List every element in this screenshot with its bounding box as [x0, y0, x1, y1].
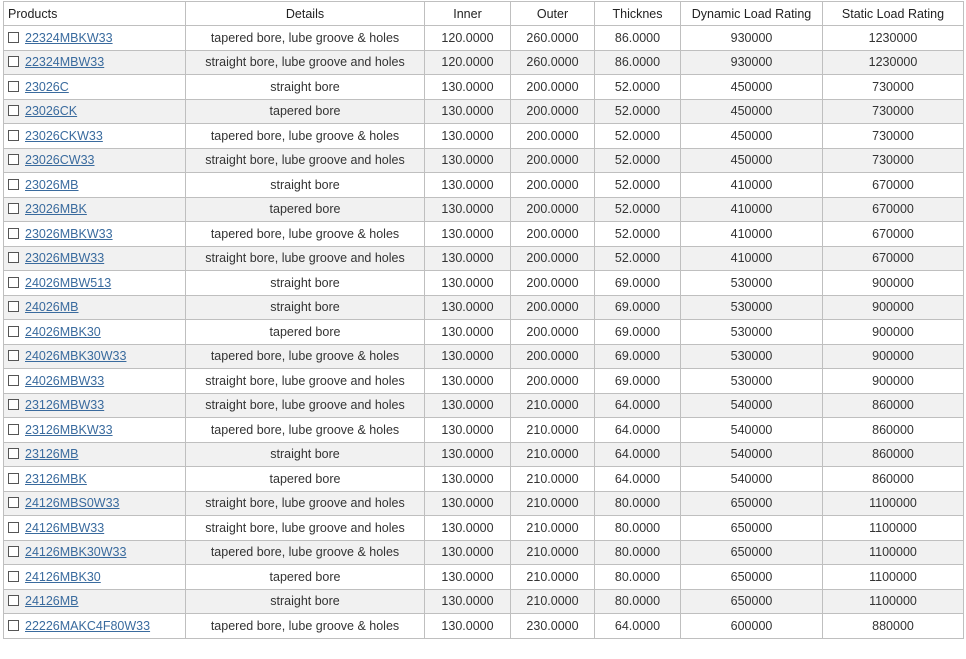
details-cell: straight bore, lube groove and holes [186, 516, 425, 541]
header-products[interactable]: Products [4, 2, 186, 26]
thickness-cell: 52.0000 [595, 124, 681, 149]
inner-cell: 130.0000 [425, 173, 511, 198]
product-link[interactable]: 23126MB [25, 447, 79, 462]
details-cell: tapered bore, lube groove & holes [186, 540, 425, 565]
select-checkbox[interactable] [8, 179, 19, 190]
static-load-cell: 900000 [823, 320, 964, 345]
thickness-cell: 86.0000 [595, 50, 681, 75]
product-cell [4, 393, 186, 418]
product-cell [4, 491, 186, 516]
dynamic-load-cell: 540000 [681, 393, 823, 418]
product-cell [4, 271, 186, 296]
details-cell: tapered bore [186, 320, 425, 345]
thickness-cell: 52.0000 [595, 148, 681, 173]
product-link[interactable]: 24126MB [25, 594, 79, 609]
inner-cell: 130.0000 [425, 344, 511, 369]
details-cell: tapered bore [186, 197, 425, 222]
static-load-cell: 670000 [823, 222, 964, 247]
thickness-cell: 64.0000 [595, 418, 681, 443]
product-cell [4, 442, 186, 467]
table-row [4, 173, 964, 198]
details-cell: straight bore [186, 442, 425, 467]
select-checkbox[interactable] [8, 81, 19, 92]
inner-cell: 130.0000 [425, 295, 511, 320]
table-row [4, 614, 964, 639]
outer-cell: 200.0000 [511, 148, 595, 173]
thickness-cell: 64.0000 [595, 614, 681, 639]
details-cell: tapered bore, lube groove & holes [186, 222, 425, 247]
table-row [4, 295, 964, 320]
product-link[interactable]: 24126MBK30 [25, 569, 101, 584]
details-cell: tapered bore [186, 467, 425, 492]
select-checkbox[interactable] [8, 56, 19, 67]
outer-cell: 200.0000 [511, 344, 595, 369]
dynamic-load-cell: 650000 [681, 516, 823, 541]
static-load-cell: 900000 [823, 295, 964, 320]
outer-cell: 210.0000 [511, 442, 595, 467]
product-cell [4, 614, 186, 639]
product-link[interactable]: 23026C [25, 79, 69, 94]
static-load-cell: 730000 [823, 148, 964, 173]
thickness-cell: 69.0000 [595, 295, 681, 320]
product-link[interactable]: 24026MB [25, 300, 79, 315]
details-cell: straight bore [186, 271, 425, 296]
thickness-cell: 69.0000 [595, 344, 681, 369]
dynamic-load-cell: 410000 [681, 197, 823, 222]
select-checkbox[interactable] [8, 130, 19, 141]
outer-cell: 210.0000 [511, 565, 595, 590]
thickness-cell: 52.0000 [595, 197, 681, 222]
table-row [4, 99, 964, 124]
static-load-cell: 1100000 [823, 589, 964, 614]
product-link[interactable]: 23126MBKW33 [25, 422, 113, 437]
product-link[interactable]: 24026MBK30W33 [25, 349, 127, 364]
details-cell: tapered bore, lube groove & holes [186, 344, 425, 369]
product-cell [4, 246, 186, 271]
table-row [4, 148, 964, 173]
inner-cell: 130.0000 [425, 99, 511, 124]
details-cell: straight bore, lube groove and holes [186, 246, 425, 271]
product-cell [4, 320, 186, 345]
outer-cell: 200.0000 [511, 369, 595, 394]
dynamic-load-cell: 530000 [681, 271, 823, 296]
inner-cell: 130.0000 [425, 75, 511, 100]
product-link[interactable]: 23026CW33 [25, 153, 95, 168]
header-dynamic-load-rating[interactable]: Dynamic Load Rating [681, 2, 823, 26]
table-row [4, 467, 964, 492]
static-load-cell: 670000 [823, 173, 964, 198]
table-row [4, 246, 964, 271]
select-checkbox[interactable] [8, 105, 19, 116]
product-cell [4, 173, 186, 198]
product-link[interactable]: 24126MBK30W33 [25, 545, 127, 560]
thickness-cell: 64.0000 [595, 442, 681, 467]
product-cell [4, 516, 186, 541]
outer-cell: 200.0000 [511, 99, 595, 124]
table-row [4, 491, 964, 516]
details-cell: tapered bore, lube groove & holes [186, 614, 425, 639]
thickness-cell: 80.0000 [595, 589, 681, 614]
dynamic-load-cell: 530000 [681, 320, 823, 345]
table-row [4, 271, 964, 296]
static-load-cell: 860000 [823, 418, 964, 443]
header-static-load-rating[interactable]: Static Load Rating [823, 2, 964, 26]
thickness-cell: 52.0000 [595, 222, 681, 247]
inner-cell: 130.0000 [425, 418, 511, 443]
dynamic-load-cell: 450000 [681, 99, 823, 124]
outer-cell: 200.0000 [511, 295, 595, 320]
thickness-cell: 52.0000 [595, 246, 681, 271]
dynamic-load-cell: 540000 [681, 418, 823, 443]
static-load-cell: 860000 [823, 442, 964, 467]
product-cell [4, 99, 186, 124]
inner-cell: 130.0000 [425, 222, 511, 247]
table-row [4, 565, 964, 590]
thickness-cell: 80.0000 [595, 491, 681, 516]
product-cell [4, 540, 186, 565]
thickness-cell: 80.0000 [595, 540, 681, 565]
thickness-cell: 80.0000 [595, 516, 681, 541]
static-load-cell: 1100000 [823, 491, 964, 516]
select-checkbox[interactable] [8, 620, 19, 631]
inner-cell: 130.0000 [425, 540, 511, 565]
outer-cell: 200.0000 [511, 124, 595, 149]
dynamic-load-cell: 450000 [681, 75, 823, 100]
static-load-cell: 860000 [823, 393, 964, 418]
static-load-cell: 880000 [823, 614, 964, 639]
thickness-cell: 69.0000 [595, 271, 681, 296]
table-row [4, 369, 964, 394]
product-link[interactable]: 23026MBK [25, 202, 87, 217]
table-row [4, 540, 964, 565]
inner-cell: 130.0000 [425, 442, 511, 467]
details-cell: tapered bore, lube groove & holes [186, 124, 425, 149]
product-cell [4, 124, 186, 149]
table-row [4, 50, 964, 75]
inner-cell: 130.0000 [425, 148, 511, 173]
select-checkbox[interactable] [8, 399, 19, 410]
inner-cell: 130.0000 [425, 467, 511, 492]
static-load-cell: 1100000 [823, 565, 964, 590]
product-cell [4, 50, 186, 75]
select-checkbox[interactable] [8, 375, 19, 386]
details-cell: straight bore, lube groove and holes [186, 369, 425, 394]
inner-cell: 130.0000 [425, 369, 511, 394]
inner-cell: 130.0000 [425, 271, 511, 296]
inner-cell: 120.0000 [425, 26, 511, 51]
details-cell: straight bore, lube groove and holes [186, 50, 425, 75]
dynamic-load-cell: 650000 [681, 491, 823, 516]
product-cell [4, 75, 186, 100]
outer-cell: 200.0000 [511, 197, 595, 222]
product-cell [4, 148, 186, 173]
product-link[interactable]: 24126MBS0W33 [25, 496, 120, 511]
select-checkbox[interactable] [8, 301, 19, 312]
select-checkbox[interactable] [8, 326, 19, 337]
inner-cell: 130.0000 [425, 320, 511, 345]
static-load-cell: 730000 [823, 99, 964, 124]
product-link[interactable]: 24126MBW33 [25, 520, 105, 535]
outer-cell: 210.0000 [511, 516, 595, 541]
outer-cell: 210.0000 [511, 393, 595, 418]
static-load-cell: 730000 [823, 124, 964, 149]
product-link[interactable]: 24026MBW513 [25, 275, 112, 290]
static-load-cell: 860000 [823, 467, 964, 492]
details-cell: straight bore [186, 589, 425, 614]
dynamic-load-cell: 530000 [681, 344, 823, 369]
details-cell: tapered bore [186, 99, 425, 124]
select-checkbox[interactable] [8, 571, 19, 582]
select-checkbox[interactable] [8, 448, 19, 459]
dynamic-load-cell: 930000 [681, 26, 823, 51]
dynamic-load-cell: 410000 [681, 246, 823, 271]
table-row [4, 124, 964, 149]
outer-cell: 210.0000 [511, 491, 595, 516]
product-cell [4, 344, 186, 369]
product-link[interactable]: 23026CKW33 [25, 128, 103, 143]
thickness-cell: 64.0000 [595, 467, 681, 492]
thickness-cell: 86.0000 [595, 26, 681, 51]
dynamic-load-cell: 450000 [681, 124, 823, 149]
select-checkbox[interactable] [8, 252, 19, 263]
select-checkbox[interactable] [8, 497, 19, 508]
product-cell [4, 369, 186, 394]
dynamic-load-cell: 650000 [681, 540, 823, 565]
static-load-cell: 1230000 [823, 26, 964, 51]
inner-cell: 130.0000 [425, 197, 511, 222]
header-row [4, 2, 964, 26]
select-checkbox[interactable] [8, 350, 19, 361]
inner-cell: 130.0000 [425, 589, 511, 614]
product-link[interactable]: 23026MB [25, 177, 79, 192]
select-checkbox[interactable] [8, 32, 19, 43]
static-load-cell: 900000 [823, 369, 964, 394]
products-table [3, 1, 964, 639]
select-checkbox[interactable] [8, 595, 19, 606]
header-thickness[interactable]: Thicknes [595, 2, 681, 26]
product-link[interactable]: 23026CK [25, 104, 78, 119]
dynamic-load-cell: 450000 [681, 148, 823, 173]
outer-cell: 200.0000 [511, 75, 595, 100]
table-row [4, 26, 964, 51]
details-cell: straight bore, lube groove and holes [186, 148, 425, 173]
dynamic-load-cell: 600000 [681, 614, 823, 639]
outer-cell: 260.0000 [511, 26, 595, 51]
static-load-cell: 1100000 [823, 516, 964, 541]
product-cell [4, 197, 186, 222]
static-load-cell: 900000 [823, 271, 964, 296]
outer-cell: 200.0000 [511, 320, 595, 345]
select-checkbox[interactable] [8, 546, 19, 557]
inner-cell: 130.0000 [425, 124, 511, 149]
product-link[interactable]: 23126MBK [25, 471, 87, 486]
select-checkbox[interactable] [8, 473, 19, 484]
thickness-cell: 52.0000 [595, 75, 681, 100]
thickness-cell: 69.0000 [595, 369, 681, 394]
table-row [4, 589, 964, 614]
details-cell: straight bore, lube groove and holes [186, 393, 425, 418]
product-link[interactable]: 24026MBW33 [25, 373, 105, 388]
outer-cell: 200.0000 [511, 222, 595, 247]
product-cell [4, 26, 186, 51]
inner-cell: 130.0000 [425, 614, 511, 639]
outer-cell: 200.0000 [511, 173, 595, 198]
table-row [4, 320, 964, 345]
inner-cell: 130.0000 [425, 393, 511, 418]
details-cell: tapered bore [186, 565, 425, 590]
select-checkbox[interactable] [8, 522, 19, 533]
inner-cell: 130.0000 [425, 565, 511, 590]
static-load-cell: 1230000 [823, 50, 964, 75]
details-cell: straight bore [186, 173, 425, 198]
outer-cell: 260.0000 [511, 50, 595, 75]
details-cell: straight bore [186, 295, 425, 320]
details-cell: straight bore [186, 75, 425, 100]
select-checkbox[interactable] [8, 154, 19, 165]
select-checkbox[interactable] [8, 203, 19, 214]
outer-cell: 200.0000 [511, 246, 595, 271]
details-cell: tapered bore, lube groove & holes [186, 26, 425, 51]
inner-cell: 120.0000 [425, 50, 511, 75]
dynamic-load-cell: 650000 [681, 565, 823, 590]
product-cell [4, 418, 186, 443]
product-cell [4, 295, 186, 320]
dynamic-load-cell: 410000 [681, 173, 823, 198]
dynamic-load-cell: 540000 [681, 467, 823, 492]
static-load-cell: 1100000 [823, 540, 964, 565]
details-cell: straight bore, lube groove and holes [186, 491, 425, 516]
thickness-cell: 52.0000 [595, 173, 681, 198]
table-row [4, 418, 964, 443]
thickness-cell: 52.0000 [595, 99, 681, 124]
table-row [4, 516, 964, 541]
product-cell [4, 589, 186, 614]
table-row [4, 442, 964, 467]
outer-cell: 210.0000 [511, 589, 595, 614]
dynamic-load-cell: 930000 [681, 50, 823, 75]
table-row [4, 197, 964, 222]
thickness-cell: 80.0000 [595, 565, 681, 590]
dynamic-load-cell: 650000 [681, 589, 823, 614]
outer-cell: 210.0000 [511, 467, 595, 492]
product-cell [4, 467, 186, 492]
details-cell: tapered bore, lube groove & holes [186, 418, 425, 443]
select-checkbox[interactable] [8, 277, 19, 288]
product-link[interactable]: 24026MBK30 [25, 324, 101, 339]
header-details[interactable]: Details [186, 2, 425, 26]
product-link[interactable]: 22324MBKW33 [25, 30, 113, 45]
table-row [4, 222, 964, 247]
static-load-cell: 670000 [823, 197, 964, 222]
dynamic-load-cell: 540000 [681, 442, 823, 467]
select-checkbox[interactable] [8, 228, 19, 239]
product-link[interactable]: 23026MBW33 [25, 251, 105, 266]
dynamic-load-cell: 530000 [681, 369, 823, 394]
product-link[interactable]: 22226MAKC4F80W33 [25, 618, 151, 633]
product-cell [4, 565, 186, 590]
dynamic-load-cell: 410000 [681, 222, 823, 247]
product-link[interactable]: 23126MBW33 [25, 398, 105, 413]
select-checkbox[interactable] [8, 424, 19, 435]
thickness-cell: 64.0000 [595, 393, 681, 418]
table-row [4, 75, 964, 100]
outer-cell: 230.0000 [511, 614, 595, 639]
inner-cell: 130.0000 [425, 491, 511, 516]
table-row [4, 393, 964, 418]
static-load-cell: 900000 [823, 344, 964, 369]
inner-cell: 130.0000 [425, 246, 511, 271]
inner-cell: 130.0000 [425, 516, 511, 541]
outer-cell: 210.0000 [511, 540, 595, 565]
static-load-cell: 670000 [823, 246, 964, 271]
dynamic-load-cell: 530000 [681, 295, 823, 320]
outer-cell: 210.0000 [511, 418, 595, 443]
outer-cell: 200.0000 [511, 271, 595, 296]
static-load-cell: 730000 [823, 75, 964, 100]
product-link[interactable]: 23026MBKW33 [25, 226, 113, 241]
product-link[interactable]: 22324MBW33 [25, 55, 105, 70]
header-outer[interactable]: Outer [511, 2, 595, 26]
header-inner[interactable]: Inner [425, 2, 511, 26]
product-cell [4, 222, 186, 247]
thickness-cell: 69.0000 [595, 320, 681, 345]
table-row [4, 344, 964, 369]
